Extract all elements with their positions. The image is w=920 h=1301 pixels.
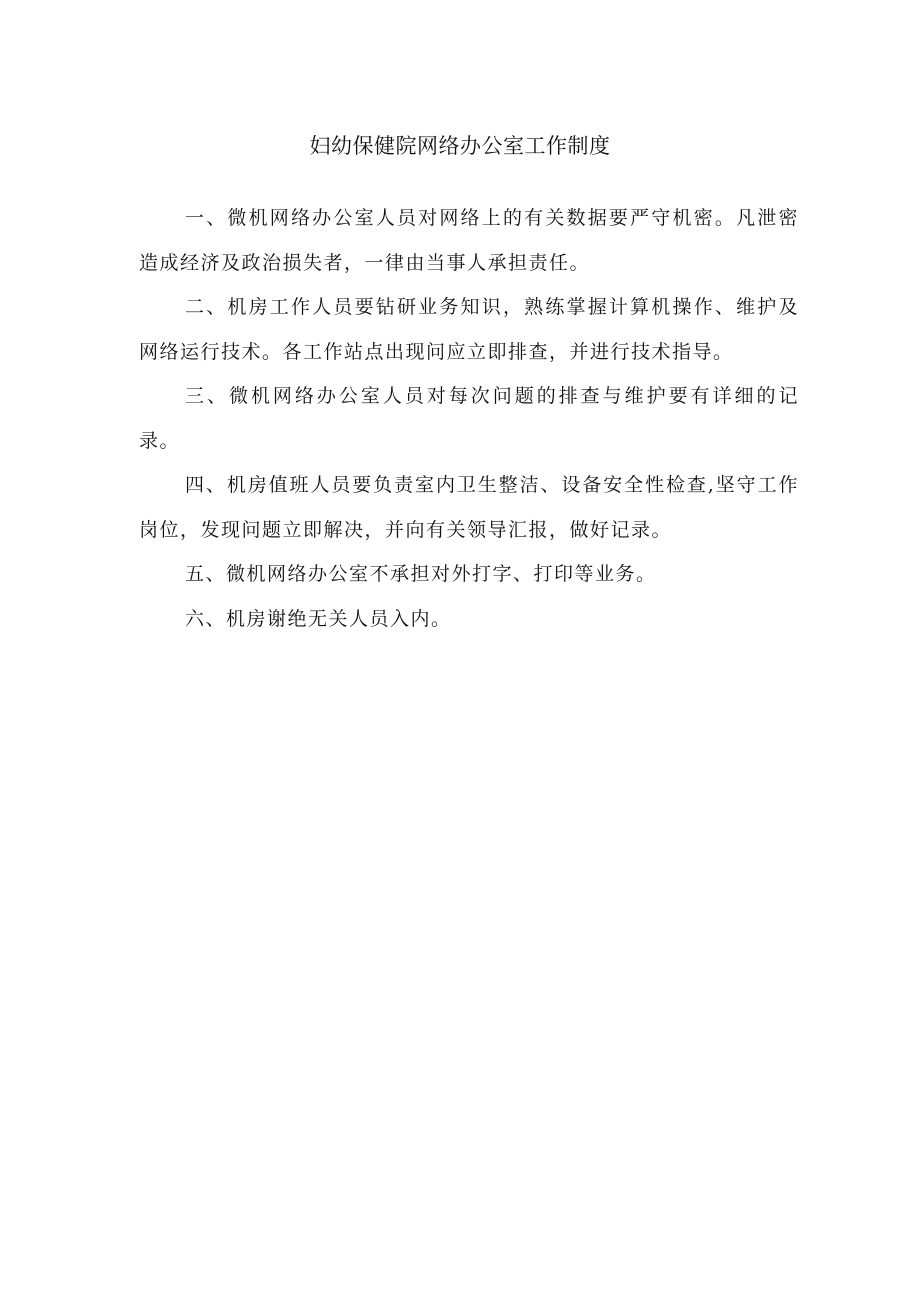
rule-paragraph-5: 五、微机网络办公室不承担对外打字、打印等业务。 [185,563,657,585]
rule-paragraph-2: 二、机房工作人员要钻研业务知识，熟练掌握计算机操作、维护及网络运行技术。各工作站点出现问应立即排查，并进行技术指导。 [139,296,799,363]
rule-paragraph-4: 四、机房值班人员要负责室内卫生整洁、设备安全性检查,坚守工作岗位，发现问题立即解决，并向有关领导汇报，做好记录。 [139,474,799,541]
document-title: 妇幼保健院网络办公室工作制度 [309,134,611,158]
rule-paragraph-1: 一、微机网络办公室人员对网络上的有关数据要严守机密。凡泄密造成经济及政治损失者，一律由当事人承担责任。 [139,207,799,274]
rule-paragraph-3: 三、微机网络办公室人员对每次问题的排查与维护要有详细的记录。 [139,385,799,452]
rule-paragraph-6: 六、机房谢绝无关人员入内。 [185,607,452,630]
document-body [139,196,799,641]
